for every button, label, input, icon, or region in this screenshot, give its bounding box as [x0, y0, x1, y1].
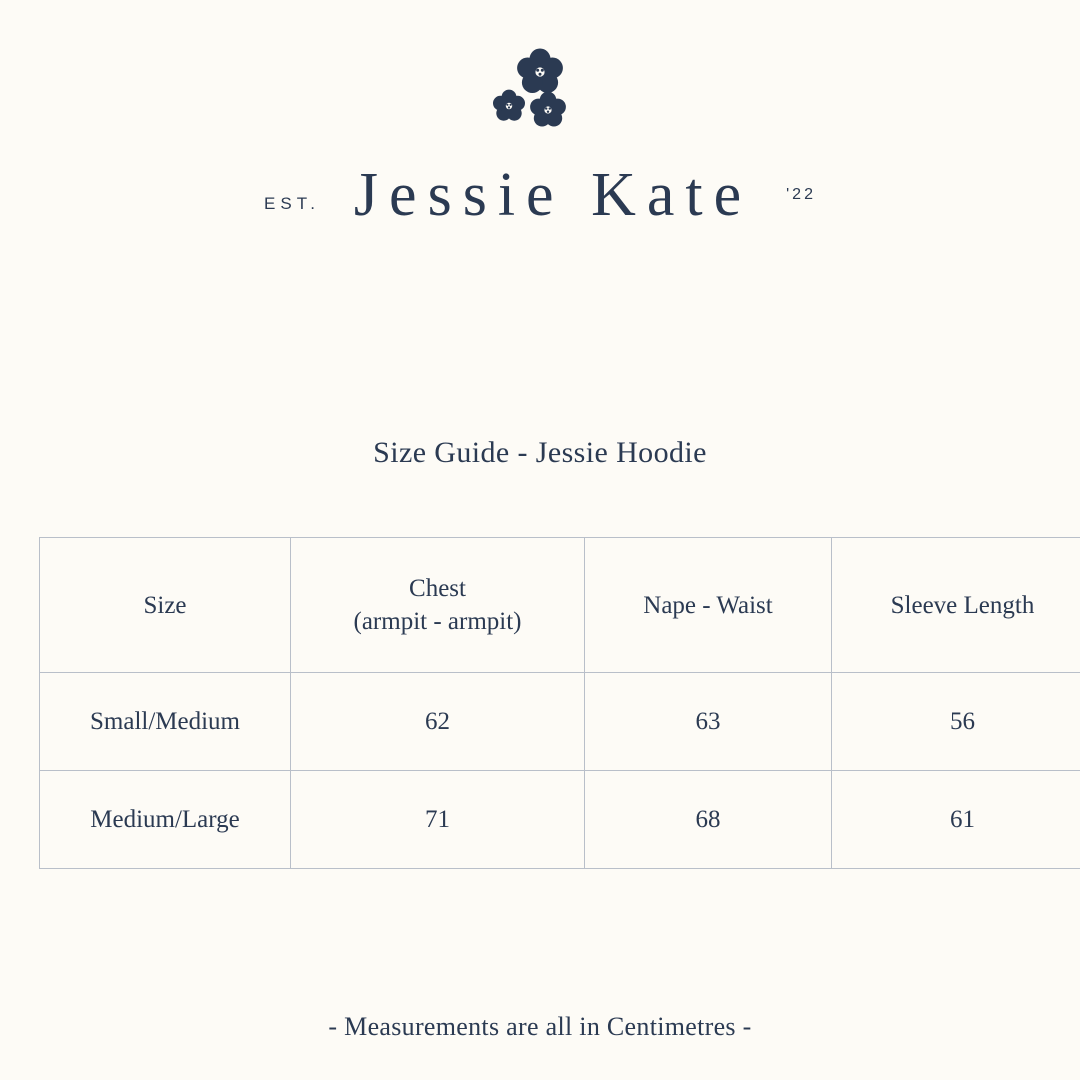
cell-size: Medium/Large: [40, 771, 291, 869]
table-header-row: [40, 538, 1080, 673]
cell-chest: 71: [291, 771, 585, 869]
cell-sleeve-length: 56: [832, 673, 1080, 771]
est-label: EST.: [264, 194, 320, 213]
header-cell-size: [40, 538, 291, 673]
header-size-line1: Size: [143, 591, 187, 619]
cell-chest: 62: [291, 673, 585, 771]
header-cell-chest: [291, 538, 585, 673]
header-chest-line1: Chest: [409, 575, 466, 602]
cell-sleeve-length: 61: [832, 771, 1080, 869]
brand-header: [0, 48, 1080, 231]
brand-year: '22: [786, 186, 816, 203]
header-chest-line2: (armpit - armpit): [353, 608, 522, 635]
table-row: [40, 771, 1080, 869]
measurement-units-note: - Measurements are all in Centimetres -: [328, 1012, 752, 1041]
table-row: [40, 673, 1080, 771]
size-guide-table: [39, 537, 1080, 869]
header-cell-sleeve-length: [832, 538, 1080, 673]
page-title: Size Guide - Jessie Hoodie: [373, 436, 707, 469]
cell-size: Small/Medium: [40, 673, 291, 771]
three-flowers-icon: [0, 48, 1080, 138]
header-nape-line1: Nape - Waist: [643, 591, 773, 619]
header-sleeve-line1: Sleeve Length: [890, 591, 1035, 619]
cell-nape-waist: 68: [585, 771, 832, 869]
cell-nape-waist: 63: [585, 673, 832, 771]
header-cell-nape-waist: [585, 538, 832, 673]
brand-name: Jessie Kate: [353, 161, 753, 229]
brand-wordmark: [0, 160, 1080, 231]
